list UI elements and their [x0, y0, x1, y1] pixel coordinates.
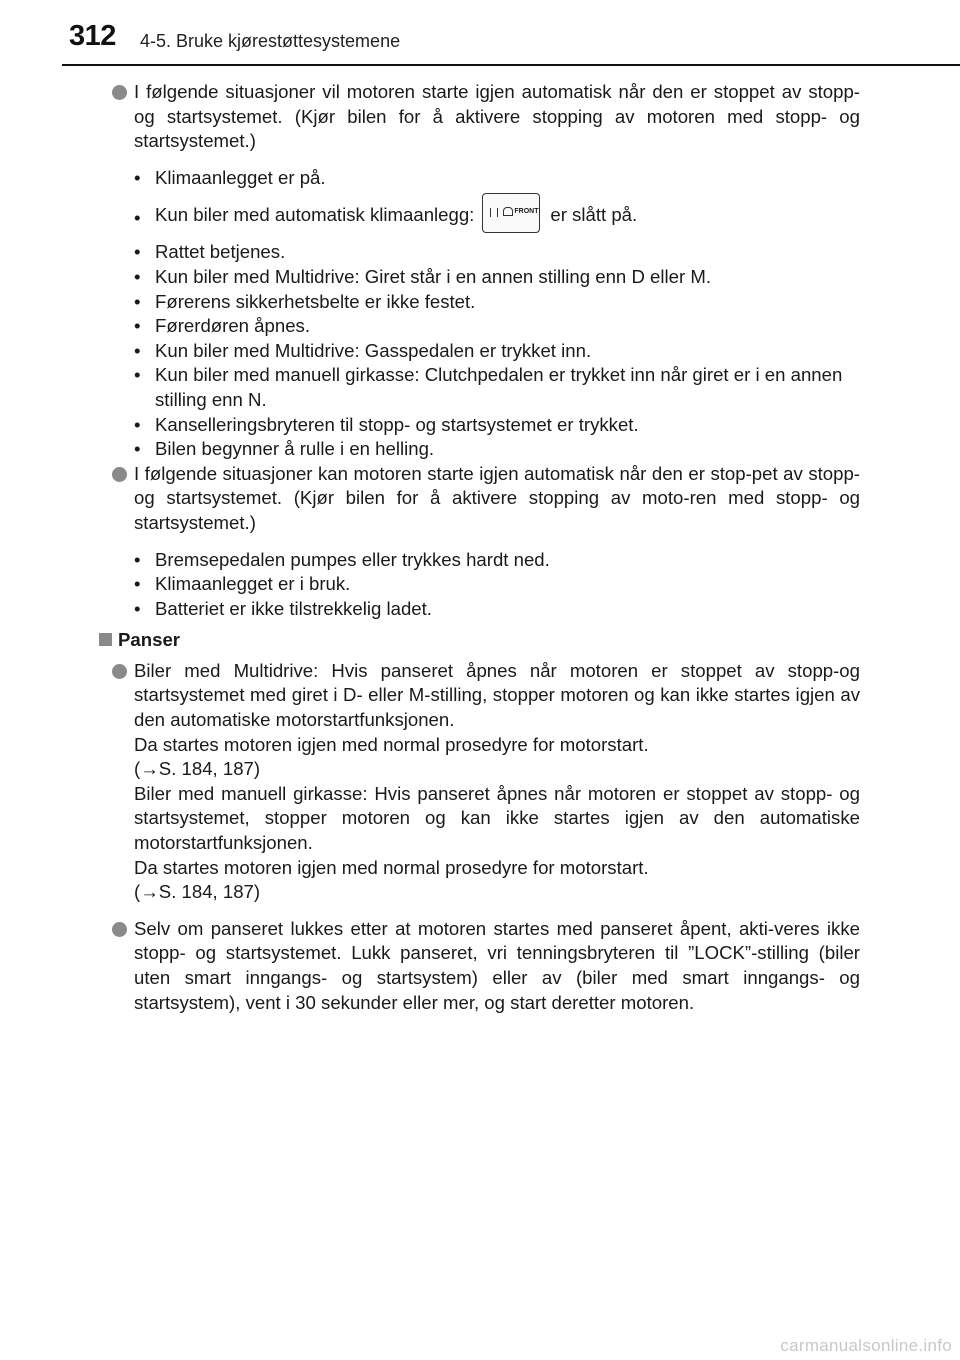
paragraph-text: Da startes motoren igjen med normal prosedyre for motorstart.: [134, 733, 649, 755]
list-item-climate: • Kun biler med automatisk klimaanlegg: FRONT er slått på.: [0, 196, 860, 240]
page-header: [0, 0, 960, 62]
circle-bullet-icon: [112, 922, 127, 937]
square-bullet-icon: [99, 633, 112, 646]
defroster-icon: [503, 207, 513, 216]
list-item: • Kanselleringsbryteren til stopp- og startsystemet er trykket.: [134, 413, 639, 435]
subheading-text: Panser: [118, 629, 181, 651]
list-item: • Bremsepedalen pumpes eller trykkes hardt ned.: [134, 548, 550, 570]
circle-bullet-icon: [112, 85, 127, 100]
watermark: carmanualsonline.info: [780, 1336, 952, 1355]
paragraph-text: I følgende situasjoner kan motoren starte igjen automatisk når den er stop-pet av stopp- og startsystemet. (Kjør bilen for å aktivere stopping av moto-ren med stopp- og startsystemet.): [134, 462, 860, 533]
list-item: • Førerens sikkerhetsbelte er ikke festet.: [134, 290, 476, 312]
paragraph-text: Selv om panseret lukkes etter at motoren startes med panseret åpent, akti-veres ikke stopp- og startsystemet. Lukk panseret, vri tenningsbryteren til ”LOCK”-stilling (biler uten smart inngangs- og startsystem) eller av (biler med smart inngangs- og startsystem), vent i 30 sekunder eller mer, og start deretter motoren.: [134, 917, 860, 1013]
list-item: • Rattet betjenes.: [134, 241, 286, 263]
list-item-text: er slått på.: [550, 204, 638, 226]
paragraph-panser-open: [0, 659, 960, 905]
header-divider: [62, 64, 960, 66]
paragraph-possible-restart: [0, 462, 960, 536]
paragraph-text: I følgende situasjoner vil motoren starte igjen automatisk når den er stoppet av stopp- og startsystemet. (Kjør bilen for å aktivere stopping av motoren med stopp- og startsystemet.): [134, 81, 860, 152]
paragraph-restart-conditions: [0, 80, 960, 154]
page-reference: (→S. 184, 187): [134, 881, 261, 903]
page-number: 312: [69, 20, 116, 52]
list-item: • Kun biler med Multidrive: Giret står i en annen stilling enn D eller M.: [134, 265, 711, 287]
list-item: • Batteriet er ikke tilstrekkelig ladet.: [134, 597, 432, 619]
list-item: • Klimaanlegget er på.: [134, 166, 326, 188]
restart-conditions-list: [0, 166, 960, 462]
section-title: 4-5. Bruke kjørestøttesystemene: [140, 31, 401, 51]
subheading-panser: [0, 628, 960, 653]
possible-restart-list: [0, 548, 960, 622]
list-item: • Førerdøren åpnes.: [134, 315, 311, 337]
climate-front-button-icon: FRONT: [482, 193, 540, 233]
list-item-text: Kun biler med automatisk klimaanlegg:: [155, 204, 475, 226]
list-item: • Kun biler med Multidrive: Gasspedalen er trykket inn.: [134, 339, 592, 361]
list-item: • Bilen begynner å rulle i en helling.: [134, 438, 435, 460]
paragraph-text: Biler med manuell girkasse: Hvis panseret åpnes når motoren er stoppet av stopp- og startsystemet, stopper motoren og kan ikke startes igjen av den automatiske motorstartfunksjonen.: [134, 782, 860, 854]
list-item: • Klimaanlegget er i bruk.: [134, 573, 351, 595]
circle-bullet-icon: [112, 664, 127, 679]
page-content: [0, 80, 960, 1015]
paragraph-text: Da startes motoren igjen med normal prosedyre for motorstart.: [134, 856, 649, 878]
circle-bullet-icon: [112, 467, 127, 482]
page-reference: (→S. 184, 187): [134, 758, 261, 780]
list-item: • Kun biler med manuell girkasse: Clutchpedalen er trykket inn når giret er i en annen stilling enn N.: [134, 364, 843, 410]
paragraph-text: Biler med Multidrive: Hvis panseret åpnes når motoren er stoppet av stopp-og startsystemet med giret i D- eller M-stilling, stopper motoren og kan ikke startes igjen av den automatiske motorstartfunksjonen.: [134, 659, 860, 731]
paragraph-panser-closed: [0, 917, 960, 1015]
